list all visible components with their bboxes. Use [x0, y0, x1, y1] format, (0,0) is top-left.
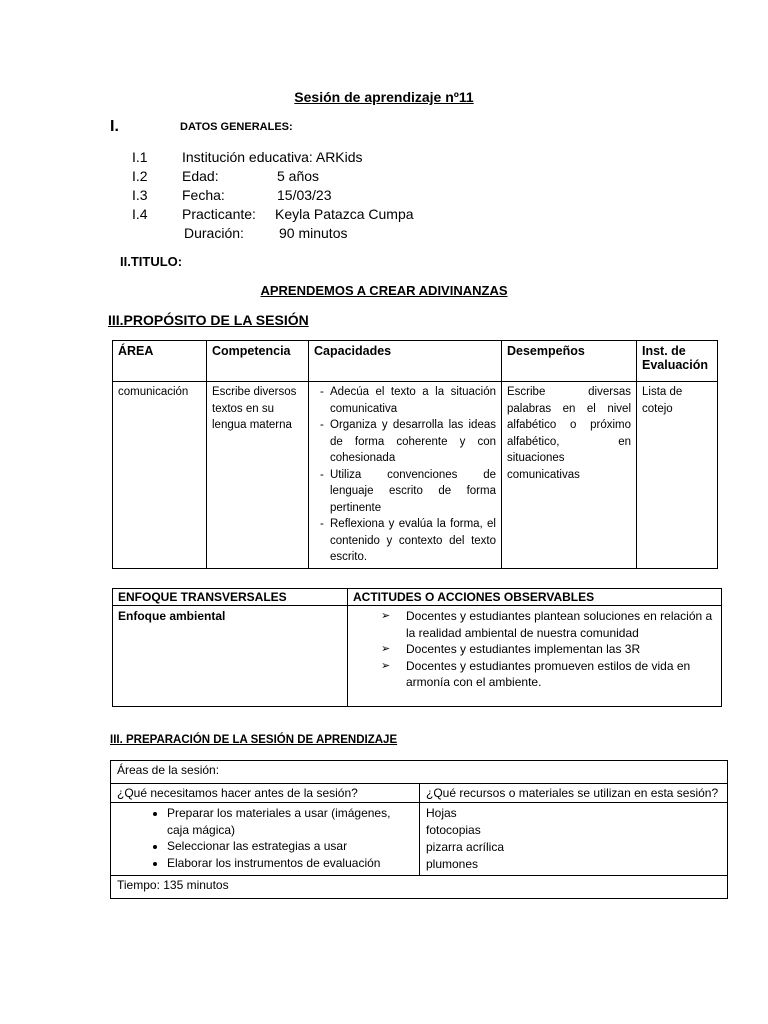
list-item: pizarra acrílica	[426, 840, 505, 854]
table-row	[111, 803, 728, 876]
list-item: • Elaborar los instrumentos de evaluación	[167, 855, 413, 872]
list-item: - Utiliza convenciones de lenguaje escrito de forma pertinente	[330, 467, 496, 517]
section-preparacion: III. PREPARACIÓN DE LA SESIÓN DE APRENDIZAJE	[110, 734, 398, 746]
section-label: DATOS GENERALES:	[180, 121, 293, 133]
list-item: - Adecúa el texto a la situación comunicativa	[330, 384, 496, 417]
document-title: Sesión de aprendizaje nº11	[294, 89, 474, 105]
table-row: Tiempo: 135 minutos	[111, 876, 728, 899]
list-item: fotocopias	[426, 823, 481, 837]
list-item: • Seleccionar las estrategias a usar	[167, 838, 413, 855]
table-header-row: ENFOQUE TRANSVERSALES ACTITUDES O ACCIONES OBSERVABLES	[113, 589, 722, 606]
list-item: ➢ Docentes y estudiantes implementan las 3R	[406, 641, 716, 658]
enfoque-table	[112, 588, 722, 707]
list-item: - Organiza y desarrolla las ideas de forma coherente y con cohesionada	[330, 417, 496, 467]
list-item: • Preparar los materiales a usar (imágenes, caja mágica)	[167, 805, 413, 838]
acciones-list	[348, 606, 722, 707]
section-number: I.	[110, 118, 119, 135]
antes-list	[111, 803, 420, 876]
list-item: ➢ Docentes y estudiantes promueven estilos de vida en armonía con el ambiente.	[406, 658, 716, 691]
general-row: I.3 Fecha: 15/03/23	[132, 187, 332, 203]
session-subtitle: APRENDEMOS A CREAR ADIVINANZAS	[260, 283, 508, 298]
list-item: - Reflexiona y evalúa la forma, el contenido y contexto del texto escrito.	[330, 516, 496, 566]
table-row: Áreas de la sesión:	[111, 761, 728, 784]
preparation-table	[110, 760, 728, 899]
section-titulo: II.TITULO:	[120, 254, 183, 269]
table-row: Enfoque ambiental ➢ Docentes y estudiantes plantean soluciones en relación a la realidad ambiental de nuestra comunidad ➢ Docentes y estudiantes implementan las 3R ➢ Docentes y estudiantes promueven estilos de vida en armonía con el ambiente.	[113, 606, 722, 707]
general-row: Duración: 90 minutos	[184, 225, 348, 241]
general-row: I.4 Practicante: Keyla Patazca Cumpa	[132, 206, 414, 222]
recursos-list	[420, 803, 728, 876]
table-row: ¿Qué necesitamos hacer antes de la sesión? ¿Qué recursos o materiales se utilizan en esta sesión?	[111, 784, 728, 803]
list-item: Hojas	[426, 806, 457, 820]
purpose-table	[112, 340, 718, 569]
list-item: plumones	[426, 857, 479, 871]
list-item: ➢ Docentes y estudiantes plantean soluciones en relación a la realidad ambiental de nuestra comunidad	[406, 608, 716, 641]
section-datos-generales	[110, 118, 293, 136]
table-row: comunicación Escribe diversos textos en su lengua materna - Adecúa el texto a la situación comunicativa - Organiza y desarrolla las ideas de forma coherente y con cohesionada - Utiliza convenciones de lenguaje escrito de forma pertinente - Reflexiona y evalúa la forma, el contenido y contexto del texto escrito. Escribe diversas palabras en el nivel alfabético o próximo alfabético, en situaciones comunicativas Lista de cotejo	[113, 382, 718, 569]
general-row: I.2 Edad: 5 años	[132, 168, 320, 184]
general-row: I.1 Institución educativa: ARKids	[132, 149, 363, 165]
table-header-row: ÁREA Competencia Capacidades Desempeños Inst. de Evaluación	[113, 341, 718, 382]
capacidades-list	[309, 382, 502, 569]
section-proposito: III.PROPÓSITO DE LA SESIÓN	[108, 312, 309, 328]
